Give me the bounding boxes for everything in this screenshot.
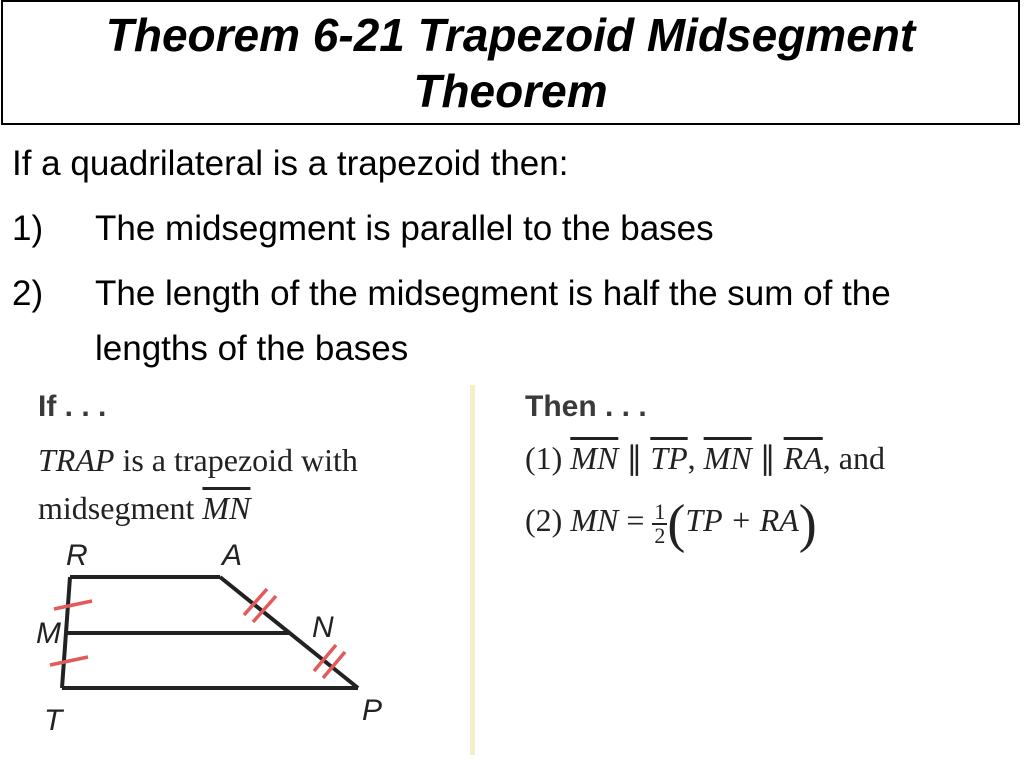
list-item-1-text: The midsegment is parallel to the bases <box>95 209 714 248</box>
tick-mt <box>50 657 88 665</box>
label-p: P <box>362 694 383 727</box>
then-2-prefix: (2) <box>525 502 571 538</box>
title-box <box>1 0 1020 125</box>
label-t: T <box>44 704 63 737</box>
if-line-1-rest: is a trapezoid with <box>114 442 358 478</box>
intro-text: If a quadrilateral is a trapezoid then: <box>12 144 569 183</box>
midsegment-name: MN <box>202 490 251 526</box>
seg-tp: TP <box>650 440 688 476</box>
theorem-figure <box>30 385 975 755</box>
fraction-denominator: 2 <box>654 522 666 548</box>
list-item-2-text: The length of the midsegment is half the sum of the lengths of the bases <box>95 274 891 368</box>
list-item-2-number: 2) <box>12 274 44 313</box>
label-n: N <box>312 611 334 644</box>
tick-rm <box>54 601 92 609</box>
figure-divider <box>470 385 475 755</box>
label-r: R <box>66 539 88 572</box>
then-panel <box>525 385 975 585</box>
seg-mn-1: MN <box>570 440 619 476</box>
if-line-1 <box>38 437 358 483</box>
then-2-lhs: MN <box>570 502 619 538</box>
then-heading: Then . . . <box>525 390 647 423</box>
if-panel <box>30 385 460 755</box>
slide-title: Theorem 6-21 Trapezoid Midsegment Theorem <box>105 8 916 117</box>
if-line-2-text: midsegment <box>38 490 203 526</box>
then-2-sum: TP + RA <box>685 502 799 538</box>
then-1-comma: , <box>687 440 704 476</box>
trap-name: TRAP <box>38 442 115 478</box>
close-paren: ) <box>798 493 817 554</box>
then-1-suffix: , and <box>822 440 885 476</box>
label-a: A <box>222 539 243 572</box>
equals-sign: = <box>618 502 653 538</box>
parallel-symbol-2: ∥ <box>751 440 784 476</box>
fraction-one-half <box>652 498 667 548</box>
then-line-2 <box>525 493 817 554</box>
list-item-1-number: 1) <box>12 209 44 248</box>
fraction-numerator: 1 <box>654 498 666 524</box>
label-m: M <box>36 617 61 650</box>
then-1-prefix: (1) <box>525 440 571 476</box>
open-paren: ( <box>667 493 686 554</box>
if-heading: If . . . <box>38 390 107 423</box>
parallel-symbol-1: ∥ <box>618 440 651 476</box>
seg-ra: RA <box>783 440 823 476</box>
seg-mn-2: MN <box>703 440 752 476</box>
trapezoid-diagram <box>30 525 460 755</box>
then-line-1 <box>525 435 885 481</box>
